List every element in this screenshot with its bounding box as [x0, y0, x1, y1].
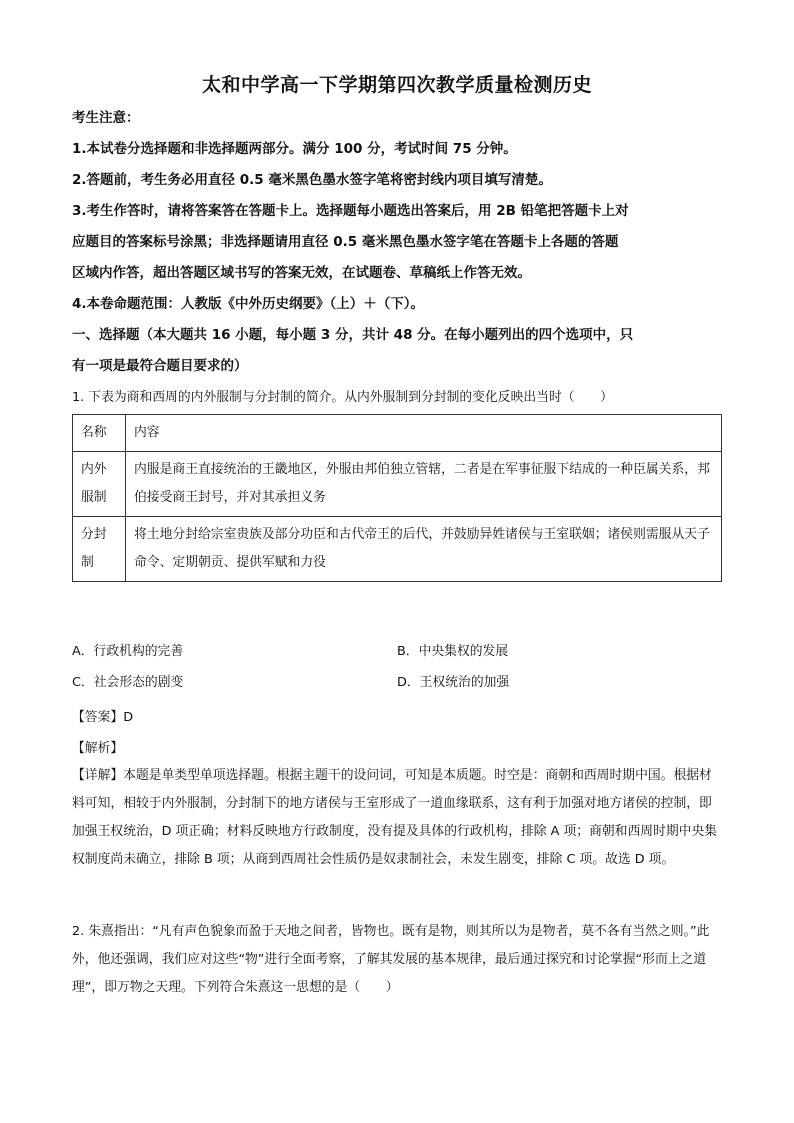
- option-b: B．中央集权的发展: [397, 644, 509, 659]
- question-2-stem: 2. 朱熹指出：“凡有声色貌象而盈于天地之间者，皆物也。既有是物，则其所以为是物者，莫不各有当然之则。”此外，他还强调，我们应对这些“物”进行全面考察，了解其发展的基本规律，最后通过探究和讨论掌握“形而上之道理”，即万物之天理。下列符合朱熹这一思想的是（ ）: [72, 924, 710, 995]
- table-header-row: [73, 415, 722, 452]
- answer-label: 【答案】D: [72, 710, 134, 725]
- table-header-name: 名称: [73, 415, 126, 452]
- question-1-stem: 1. 下表为商和西周的内外服制与分封制的简介。从内外服制到分封制的变化反映出当时（ ）: [72, 390, 613, 405]
- table-cell-name: [73, 452, 126, 517]
- section-heading-line2: 有一项是最符合题目要求的）: [72, 358, 248, 374]
- section-heading-line1: 一、选择题（本大题共 16 小题，每小题 3 分，共计 48 分。在每小题列出的四个选项中，只: [72, 327, 634, 343]
- notice-item-2: 2.答题前，考生务必用直径 0.5 毫米黑色墨水签字笔将密封线内项目填写清楚。: [72, 172, 552, 188]
- page-title: 太和中学高一下学期第四次教学质量检测历史: [201, 74, 592, 96]
- option-c: C．社会形态的剧变: [72, 675, 184, 690]
- table-cell-name: [73, 517, 126, 582]
- table-cell-content: 将土地分封给宗室贵族及部分功臣和古代帝王的后代，并鼓励异姓诸侯与王室联姻；诸侯则需服从天子命令、定期朝贡、提供军赋和力役: [126, 517, 722, 582]
- analysis-label: 【解析】: [72, 741, 124, 756]
- notice-item-3-cont: 应题目的答案标号涂黑；非选择题请用直径 0.5 毫米黑色墨水签字笔在答题卡上各题的答题: [72, 234, 619, 250]
- table-header-content: 内容: [126, 415, 722, 452]
- table-row: [73, 452, 722, 517]
- notice-item-3-cont2: 区域内作答，超出答题区域书写的答案无效，在试题卷、草稿纸上作答无效。: [72, 265, 531, 281]
- option-a: A．行政机构的完善: [72, 644, 184, 659]
- table-cell-name-line2: 服制: [81, 490, 107, 505]
- notice-heading: 考生注意：: [72, 110, 140, 126]
- notice-item-3: 3.考生作答时，请将答案答在答题卡上。选择题每小题选出答案后，用 2B 铅笔把答题卡上对: [72, 203, 629, 219]
- table-cell-name-line2: 制: [81, 555, 94, 570]
- table-cell-content: 内服是商王直接统治的王畿地区，外服由邦伯独立管辖，二者是在军事征服下结成的一种臣属关系，邦伯接受商王封号，并对其承担义务: [126, 452, 722, 517]
- table-cell-name-line1: 分封: [81, 527, 107, 542]
- table-row: [73, 517, 722, 582]
- option-d: D．王权统治的加强: [397, 675, 510, 690]
- notice-item-4: 4.本卷命题范围：人教版《中外历史纲要》（上）＋（下）。: [72, 296, 425, 312]
- notice-item-1: 1.本试卷分选择题和非选择题两部分。满分 100 分，考试时间 75 分钟。: [72, 141, 517, 157]
- question-1-table: [72, 414, 722, 582]
- table-cell-name-line1: 内外: [81, 462, 107, 477]
- detail-explanation: 【详解】本题是单类型单项选择题。根据主题干的设问词，可知是本质题。时空是：商朝和西周时期中国。根据材料可知，相较于内外服制，分封制下的地方诸侯与王室形成了一道血缘联系，这有利于加强对地方诸侯的控制，即加强王权统治，D 项正确；材料反映地方行政制度，没有提及具体的行政机构，排除 A 项；商朝和西周时期中央集权制度尚未确立，排除 B 项；从商到西周社会性质仍是奴隶制社会，未发生剧变，排除 C 项。故选 D 项。: [72, 768, 718, 867]
